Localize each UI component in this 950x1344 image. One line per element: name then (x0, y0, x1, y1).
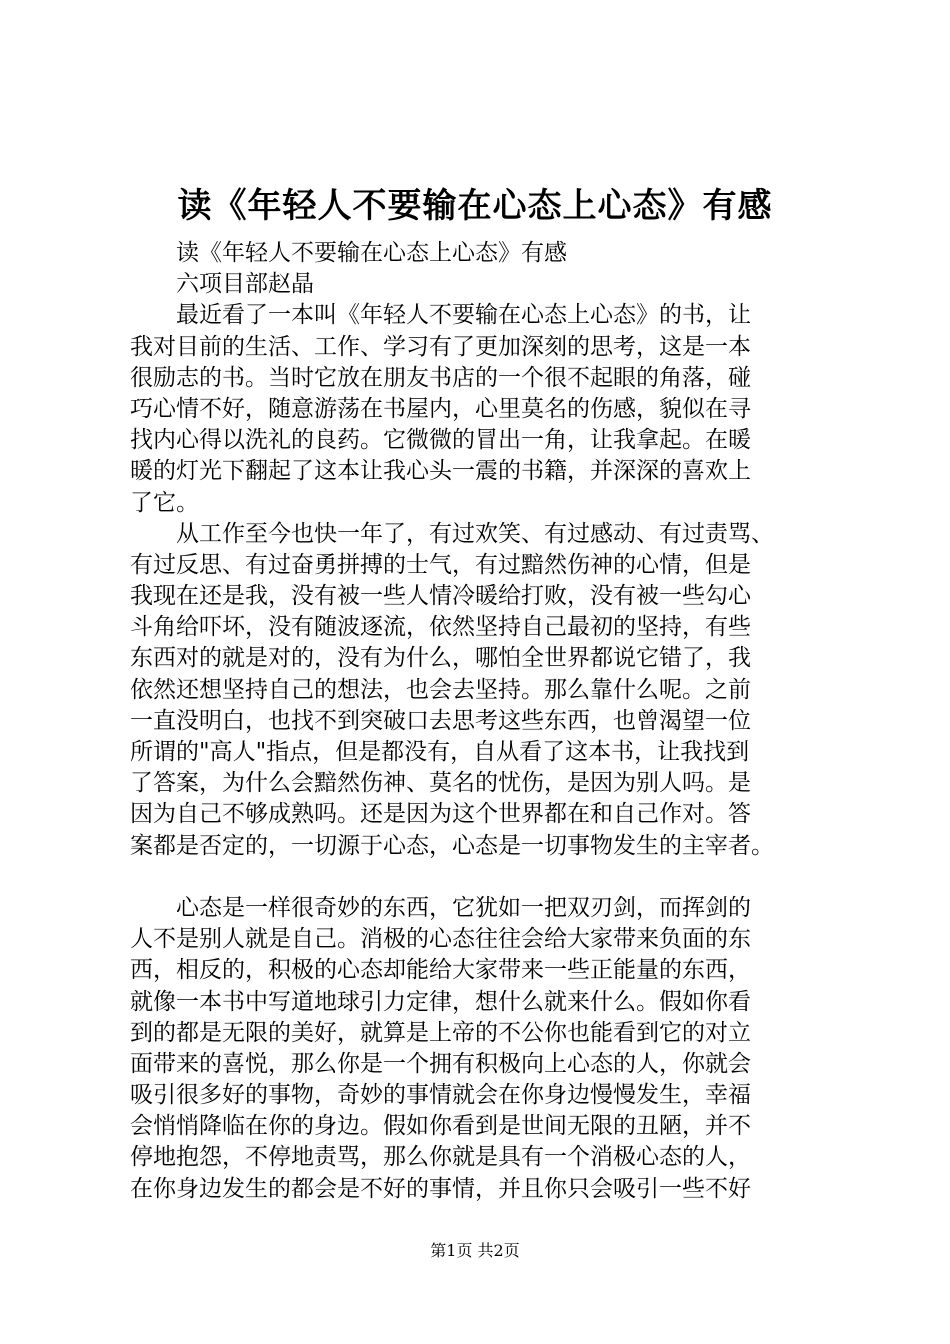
text-line: 一直没明白，也找不到突破口去思考这些东西，也曾渴望一位 (130, 707, 751, 734)
text-line: 停地抱怨，不停地责骂，那么你就是具有一个消极心态的人， (130, 1144, 751, 1171)
text-line: 暖的灯光下翻起了这本让我心头一震的书籍，并深深的喜欢上 (130, 458, 751, 485)
text-line: 很励志的书。当时它放在朋友书店的一个很不起眼的角落，碰 (130, 364, 751, 391)
text-line: 我现在还是我，没有被一些人情冷暖给打败，没有被一些勾心 (130, 583, 751, 610)
text-line: 就像一本书中写道地球引力定律，想什么就来什么。假如你看 (130, 988, 751, 1015)
text-line: 最近看了一本叫《年轻人不要输在心态上心态》的书，让 (130, 302, 751, 329)
document-title: 读《年轻人不要输在心态上心态》有感 (177, 186, 773, 226)
text-line: 读《年轻人不要输在心态上心态》有感 (130, 240, 567, 266)
text-line: 人不是别人就是自己。消极的心态往往会给大家带来负面的东 (130, 926, 751, 953)
text-line: 找内心得以洗礼的良药。它微微的冒出一角，让我拿起。在暖 (130, 427, 751, 454)
page-footer: 第1页 共2页 (430, 1241, 520, 1260)
text-line: 斗角给吓坏，没有随波逐流，依然坚持自己最初的坚持，有些 (130, 614, 751, 641)
text-line: 因为自己不够成熟吗。还是因为这个世界都在和自己作对。答 (130, 801, 751, 828)
text-line: 了它。 (130, 489, 199, 516)
document-body (130, 238, 835, 1205)
text-line: 从工作至今也快一年了，有过欢笑、有过感动、有过责骂、 (130, 520, 774, 547)
text-line: 依然还想坚持自己的想法，也会去坚持。那么靠什么呢。之前 (130, 676, 751, 703)
text-line: 了答案，为什么会黯然伤神、莫名的忧伤，是因为别人吗。是 (130, 770, 751, 797)
text-line: 巧心情不好，随意游荡在书屋内，心里莫名的伤感，貌似在寻 (130, 395, 751, 422)
text-line: 东西对的就是对的，没有为什么，哪怕全世界都说它错了，我 (130, 645, 751, 672)
text-line: 六项目部赵晶 (130, 271, 314, 298)
text-line: 所谓的"高人"指点，但是都没有，自从看了这本书，让我找到 (130, 739, 750, 765)
text-line: 吸引很多好的事物，奇妙的事情就会在你身边慢慢发生，幸福 (130, 1082, 751, 1109)
text-line: 西，相反的，积极的心态却能给大家带来一些正能量的东西， (130, 957, 751, 984)
blank-line (130, 862, 835, 893)
text-line: 到的都是无限的美好，就算是上帝的不公你也能看到它的对立 (130, 1019, 751, 1046)
text-line: 心态是一样很奇妙的东西，它犹如一把双刃剑，而挥剑的 (130, 894, 751, 921)
text-line: 我对目前的生活、工作、学习有了更加深刻的思考，这是一本 (130, 333, 751, 360)
text-line: 有过反思、有过奋勇拼搏的士气，有过黯然伤神的心情，但是 (130, 551, 751, 578)
text-line: 在你身边发生的都会是不好的事情，并且你只会吸引一些不好 (130, 1175, 751, 1202)
text-line: 会悄悄降临在你的身边。假如你看到是世间无限的丑陋，并不 (130, 1113, 751, 1140)
text-line: 面带来的喜悦，那么你是一个拥有积极向上心态的人，你就会 (130, 1050, 751, 1077)
text-line: 案都是否定的，一切源于心态，心态是一切事物发生的主宰者。 (130, 832, 774, 859)
